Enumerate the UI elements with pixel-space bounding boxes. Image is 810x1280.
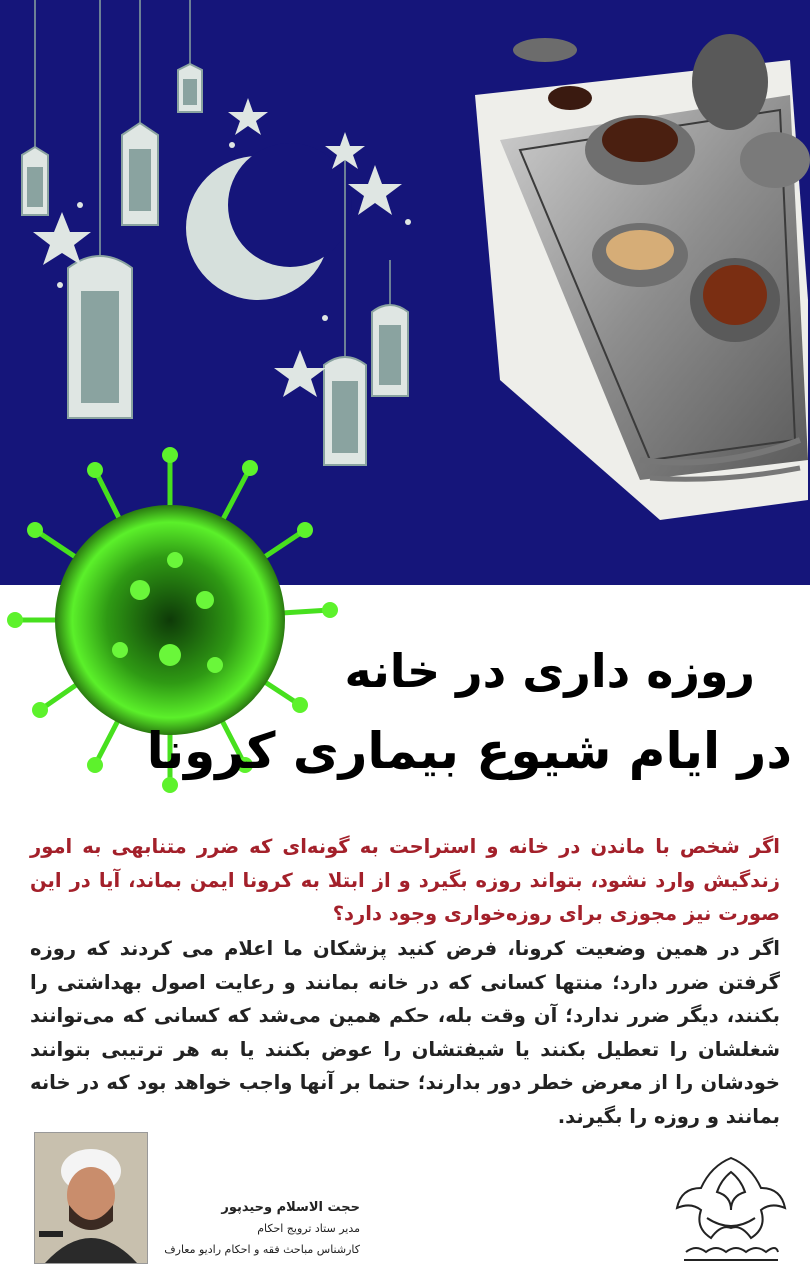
answer-text: اگر در همین وضعیت کرونا، فرض کنید پزشکان ما اعلام می کردند که روزه گرفتن ضرر دارد؛ منتها کسانی که در خانه بمانند و رعایت اصول بهداشتی را بکنند، دیگر ضرر ندارد؛ آن وقت بله، حکم همین می‌شد که کسانی که می‌توانند شغلشان را تعطیل بکنند یا شیفتشان را عوض بکنند یا به هر ترتیبی بتوانند خودشان را از معرض خطر دور بدارند؛ حتما بر آنها واجب خواهد بود که در خانه بمانند و روزه را بگیرند. [30,937,780,1128]
question-text: اگر شخص با ماندن در خانه و استراحت به گونه‌ای که ضرر متنابهی به امور زندگیش وارد نشود، بتواند روزه بگیرد و از ابتلا به کرونا ایمن بماند، آیا در این صورت نیز مجوزی برای روزه‌خواری وجود دارد؟ [30,835,780,925]
organization-logo [672,1148,790,1266]
speaker-role-secondary: کارشناس مباحث فقه و احکام رادیو معارف [164,1243,360,1256]
tea-tray-icon [475,34,810,520]
crescent-moon-icon [186,143,352,300]
speaker-role-primary: مدیر ستاد ترویج احکام [257,1222,360,1235]
page-title-line-2: در ایام شیوع بیماری کرونا [146,722,792,780]
speaker-photo [34,1132,148,1264]
page-title-line-1: روزه داری در خانه [344,644,755,698]
speaker-name: حجت الاسلام وحیدپور [221,1200,360,1215]
